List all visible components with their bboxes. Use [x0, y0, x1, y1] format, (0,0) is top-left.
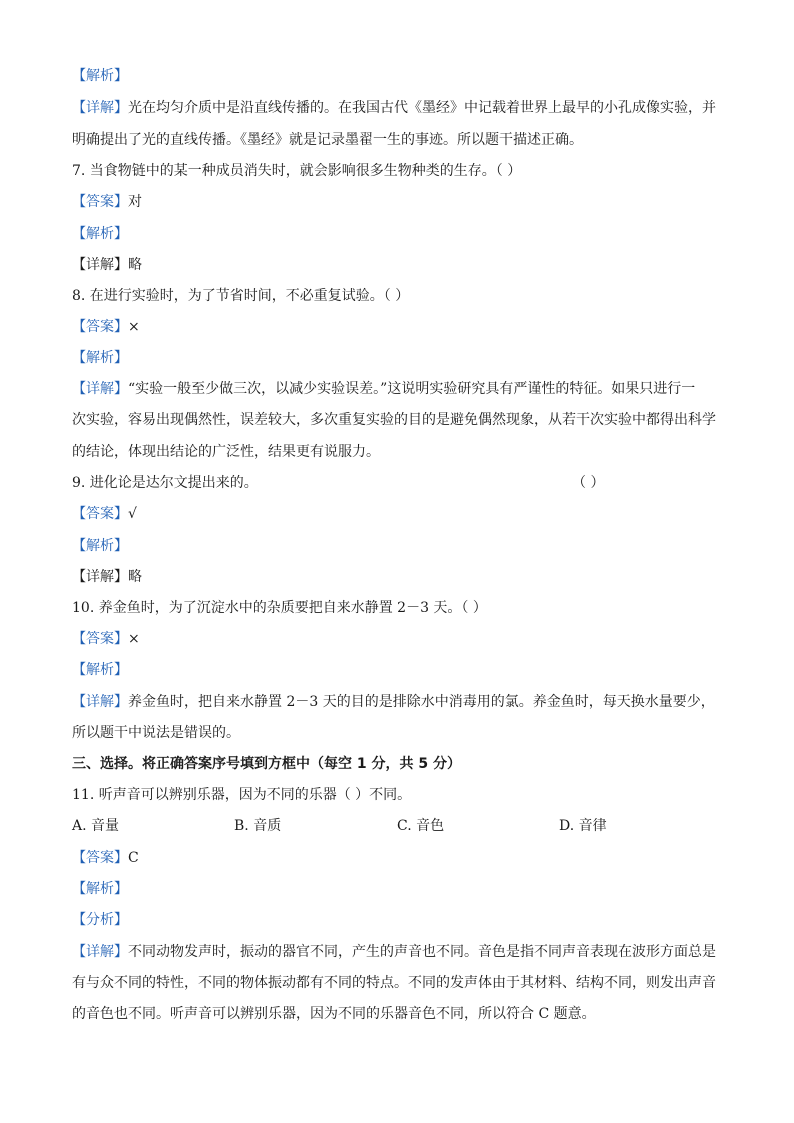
question-8 [72, 286, 724, 306]
detail-text: 明确提出了光的直线传播。《墨经》就是记录墨翟一生的事迹。所以题干描述正确。 [72, 132, 583, 148]
section-heading [72, 754, 724, 774]
analysis-label: 【解析】 [72, 226, 128, 242]
answer-label: 【答案】 [72, 631, 128, 647]
analysis-label-line [72, 536, 724, 556]
analysis-label-line [72, 66, 724, 86]
answer-label: 【答案】 [72, 850, 128, 866]
detail-text: 所以题干中说法是错误的。 [72, 725, 240, 741]
detail-text: 的结论，体现出结论的广泛性，结果更有说服力。 [72, 444, 380, 460]
analysis-label-line [72, 224, 724, 244]
question-text: 8. 在进行实验时，为了节省时间，不必重复试验。（ ） [72, 288, 410, 304]
detail-line [72, 567, 724, 587]
answer-parentheses: （ ） [572, 475, 605, 491]
analysis-label: 【解析】 [72, 538, 128, 554]
detail-text: 有与众不同的特性，不同的物体振动都有不同的特点。不同的发声体由于其材料、结构不同，则发出声音 [72, 975, 716, 991]
answer-line [72, 192, 724, 212]
analysis-subhead-line [72, 910, 724, 930]
answer-value: × [128, 631, 140, 647]
question-9 [72, 473, 724, 493]
answer-line [72, 629, 724, 649]
detail-line [72, 1004, 724, 1024]
detail-label: 【详解】 [72, 694, 128, 710]
answer-line [72, 504, 724, 524]
detail-label: 【详解】 [72, 944, 128, 960]
detail-line [72, 973, 724, 993]
analysis-label: 【解析】 [72, 350, 128, 366]
detail-label: 【详解】 [72, 100, 128, 116]
detail-text: 养金鱼时，把自来水静置 2－3 天的目的是排除水中消毒用的氯。养金鱼时，每天换水量要少， [128, 694, 715, 710]
detail-line [72, 130, 724, 150]
detail-line [72, 442, 724, 462]
answer-value: C [128, 850, 139, 866]
detail-text: 的音色也不同。听声音可以辨别乐器，因为不同的乐器音色不同，所以符合 C 题意。 [72, 1006, 596, 1022]
option-c: C. 音色 [397, 818, 445, 834]
answer-line [72, 848, 724, 868]
answer-value: 对 [128, 194, 142, 210]
detail-label: 【详解】 [72, 381, 128, 397]
answer-line [72, 317, 724, 337]
question-7 [72, 161, 724, 181]
answer-label: 【答案】 [72, 319, 128, 335]
detail-text: 略 [128, 257, 142, 273]
analysis-label-line [72, 879, 724, 899]
option-a: A. 音量 [72, 818, 120, 834]
analysis-label: 【解析】 [72, 662, 128, 678]
detail-line [72, 942, 724, 962]
analysis-label-line [72, 660, 724, 680]
analysis-label-line [72, 348, 724, 368]
answer-label: 【答案】 [72, 194, 128, 210]
option-d: D. 音律 [559, 818, 607, 834]
detail-text: 略 [128, 569, 142, 585]
detail-text: “实验一般至少做三次，以减少实验误差。”这说明实验研究具有严谨性的特征。如果只进行一 [128, 381, 696, 397]
question-text: 11. 听声音可以辨别乐器，因为不同的乐器（ ）不同。 [72, 787, 412, 803]
detail-label: 【详解】 [72, 257, 128, 273]
detail-line [72, 410, 724, 430]
detail-line [72, 255, 724, 275]
detail-text: 光在均匀介质中是沿直线传播的。在我国古代《墨经》中记载着世界上最早的小孔成像实验，并 [128, 100, 716, 116]
detail-line [72, 723, 724, 743]
question-text: 10. 养金鱼时，为了沉淀水中的杂质要把自来水静置 2－3 天。（ ） [72, 600, 487, 616]
answer-label: 【答案】 [72, 506, 128, 522]
fenxi-label: 【分析】 [72, 912, 128, 928]
detail-line [72, 692, 724, 712]
question-text: 7. 当食物链中的某一种成员消失时，就会影响很多生物种类的生存。（ ） [72, 163, 522, 179]
analysis-label: 【解析】 [72, 881, 128, 897]
analysis-label: 【解析】 [72, 68, 128, 84]
section-title: 三、选择。将正确答案序号填到方框中（每空 1 分，共 5 分） [72, 756, 461, 772]
detail-text: 不同动物发声时，振动的器官不同，产生的声音也不同。音色是指不同声音表现在波形方面总是 [128, 944, 716, 960]
detail-text: 次实验，容易出现偶然性，误差较大，多次重复实验的目的是避免偶然现象，从若干次实验中都得出科学 [72, 412, 716, 428]
question-text: 9. 进化论是达尔文提出来的。 [72, 475, 258, 491]
question-10 [72, 598, 724, 618]
answer-value: × [128, 319, 140, 335]
answer-value: √ [128, 506, 137, 522]
question-11 [72, 785, 724, 805]
detail-line [72, 98, 724, 118]
detail-line [72, 379, 724, 399]
option-b: B. 音质 [234, 818, 282, 834]
detail-label: 【详解】 [72, 569, 128, 585]
